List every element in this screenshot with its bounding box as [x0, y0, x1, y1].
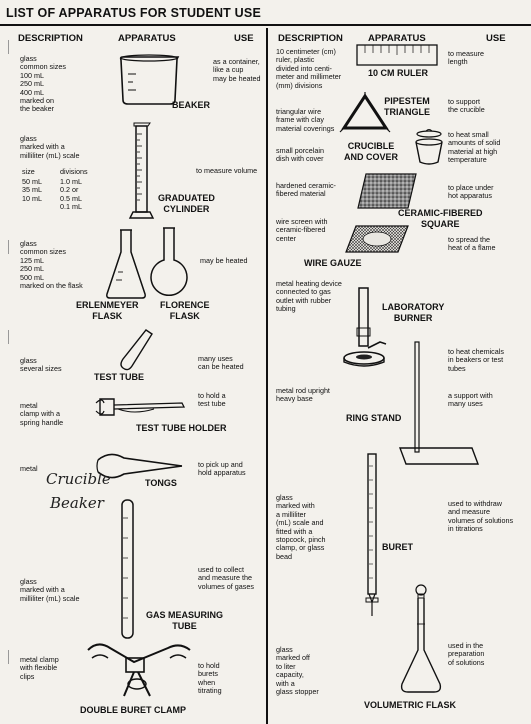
- cylinder-sizes: 50 mL 35 mL 10 mL: [22, 177, 42, 203]
- ring-stand-name: RING STAND: [346, 413, 402, 423]
- test-tube-holder-use: to hold a test tube: [198, 391, 226, 409]
- right-header-description: DESCRIPTION: [278, 33, 343, 44]
- tongs-description: metal: [20, 464, 38, 473]
- laboratory-burner-illustration: [340, 286, 390, 368]
- double-buret-clamp-description: metal clamp with flexible clips: [20, 655, 59, 681]
- ruler-name: 10 CM RULER: [368, 68, 429, 78]
- test-tube-use: many uses can be heated: [198, 354, 244, 372]
- wire-gauze-illustration: [344, 224, 410, 254]
- ceramic-square-illustration: [356, 172, 418, 210]
- graduated-cylinder-use: to measure volume: [196, 166, 258, 175]
- buret-description: glass marked with a milliliter (mL) scale and fitted with a stopcock, pinch clamp, or glass bead: [276, 493, 326, 561]
- flask-use: may be heated: [200, 256, 248, 265]
- binder-mark: [0, 240, 9, 254]
- pipestem-triangle-description: triangular wire frame with clay material coverings: [276, 107, 335, 133]
- gas-measuring-tube-illustration: [118, 498, 138, 640]
- cylinder-size-header: size: [22, 167, 35, 176]
- wire-gauze-name: WIRE GAUZE: [304, 258, 362, 268]
- graduated-cylinder-illustration: [128, 122, 154, 222]
- ruler-illustration: [356, 44, 438, 66]
- right-header-apparatus: APPARATUS: [368, 33, 426, 44]
- wire-gauze-use: to spread the heat of a flame: [448, 235, 496, 253]
- gas-measuring-tube-description: glass marked with a milliliter (mL) scale: [20, 577, 80, 603]
- gas-measuring-tube-name: GAS MEASURING TUBE: [146, 610, 224, 631]
- laboratory-burner-name: LABORATORY BURNER: [382, 302, 445, 323]
- volumetric-flask-illustration: [398, 584, 444, 696]
- wire-gauze-description: wire screen with ceramic-fibered center: [276, 217, 328, 243]
- florence-flask-illustration: [149, 226, 189, 298]
- pipestem-triangle-use: to support the crucible: [448, 97, 485, 115]
- binder-mark: [0, 330, 9, 344]
- ceramic-square-description: hardened ceramic- fibered material: [276, 181, 336, 199]
- handwritten-beaker: Beaker: [50, 494, 104, 512]
- title-rule: [0, 24, 531, 26]
- test-tube-name: TEST TUBE: [94, 372, 145, 382]
- tongs-name: TONGS: [145, 478, 177, 488]
- double-buret-clamp-illustration: [84, 640, 194, 706]
- ruler-use: to measure length: [448, 49, 484, 67]
- buret-use: used to withdraw and measure volumes of solutions in titrations: [448, 499, 514, 534]
- left-header-apparatus: APPARATUS: [118, 33, 176, 44]
- test-tube-description: glass several sizes: [20, 356, 62, 374]
- gas-measuring-tube-use: used to collect and measure the volumes of gases: [198, 565, 254, 591]
- flask-description: glass common sizes 125 mL 250 mL 500 mL marked on the flask: [20, 239, 83, 291]
- ring-stand-use: a support with many uses: [448, 391, 493, 409]
- crucible-illustration: [412, 128, 446, 166]
- handwritten-crucible: Crucible: [46, 470, 111, 488]
- crucible-name: CRUCIBLE AND COVER: [344, 141, 399, 162]
- left-header-description: DESCRIPTION: [18, 33, 83, 44]
- binder-mark: [0, 40, 9, 54]
- pipestem-triangle-illustration: [340, 92, 390, 134]
- test-tube-illustration: [118, 328, 154, 372]
- beaker-use: as a container, like a cup may be heated: [213, 57, 261, 83]
- beaker-illustration: [118, 54, 180, 106]
- right-header-use: USE: [486, 33, 506, 44]
- volumetric-flask-name: VOLUMETRIC FLASK: [364, 700, 456, 710]
- test-tube-holder-illustration: [94, 395, 186, 421]
- burner-description: metal heating device connected to gas outlet with rubber tubing: [276, 279, 342, 314]
- ceramic-square-use: to place under hot apparatus: [448, 183, 494, 201]
- cylinder-divisions: 1.0 mL 0.2 or 0.5 mL 0.1 mL: [60, 177, 82, 212]
- test-tube-holder-name: TEST TUBE HOLDER: [136, 423, 227, 433]
- test-tube-holder-description: metal clamp with a spring handle: [20, 401, 64, 427]
- pipestem-triangle-name: PIPESTEM TRIANGLE: [384, 96, 430, 117]
- cylinder-divisions-header: divisions: [60, 167, 88, 176]
- volumetric-flask-use: used in the preparation of solutions: [448, 641, 485, 667]
- crucible-use: to heat small amounts of solid material at high temperature: [448, 130, 501, 165]
- buret-illustration: [360, 452, 384, 620]
- page-title: LIST OF APPARATUS FOR STUDENT USE: [6, 6, 261, 20]
- tongs-use: to pick up and hold apparatus: [198, 460, 246, 478]
- double-buret-clamp-use: to hold burets when titrating: [198, 661, 222, 696]
- erlenmeyer-flask-illustration: [104, 228, 148, 300]
- florence-flask-name: FLORENCE FLASK: [160, 300, 210, 321]
- beaker-name: BEAKER: [172, 100, 211, 110]
- graduated-cylinder-name: GRADUATED CYLINDER: [158, 193, 215, 214]
- graduated-cylinder-description: glass marked with a milliliter (mL) scale: [20, 134, 80, 160]
- erlenmeyer-flask-name: ERLENMEYER FLASK: [76, 300, 139, 321]
- ruler-description: 10 centimeter (cm) ruler, plastic divided into centi- meter and millimeter (mm) divisions: [276, 47, 342, 90]
- binder-mark: [0, 650, 9, 664]
- crucible-description: small porcelain dish with cover: [276, 146, 324, 164]
- volumetric-flask-description: glass marked off to liter capacity, with a glass stopper: [276, 645, 319, 697]
- column-divider: [266, 28, 268, 724]
- ceramic-square-name: CERAMIC-FIBERED SQUARE: [398, 208, 483, 229]
- buret-name: BURET: [382, 542, 413, 552]
- ring-stand-description: metal rod upright heavy base: [276, 386, 330, 404]
- double-buret-clamp-name: DOUBLE BURET CLAMP: [80, 705, 186, 715]
- beaker-description: glass common sizes 100 mL 250 mL 400 mL marked on the beaker: [20, 54, 66, 114]
- left-header-use: USE: [234, 33, 254, 44]
- burner-use: to heat chemicals in beakers or test tubes: [448, 347, 504, 373]
